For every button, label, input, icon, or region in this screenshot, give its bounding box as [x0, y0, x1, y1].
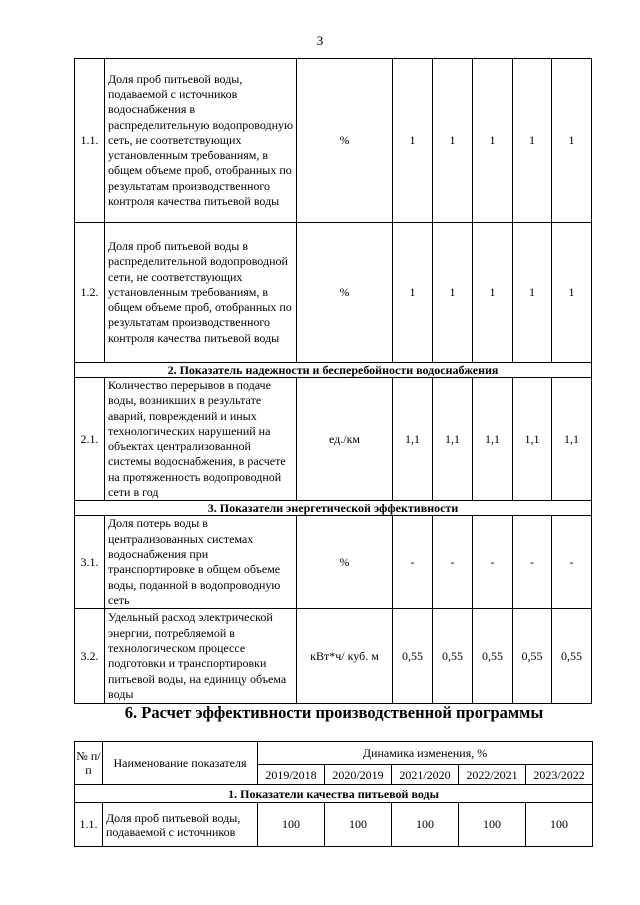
- section-row: [75, 363, 592, 378]
- table-row: [75, 803, 593, 847]
- unit-cell: ед./км: [297, 378, 393, 501]
- indicator-name: Удельный расход электрической энергии, потребляемой в технологическом процессе подготовки и транспортировки питьевой воды, на единицу объема воды: [105, 609, 297, 704]
- page-number: 3: [316, 33, 324, 48]
- value-cell: 1: [473, 223, 513, 363]
- indicator-name: Доля проб питьевой воды, подаваемой с источников водоснабжения в распределительную водопроводную сеть, не соответствующих установленным требованиям, в общем объеме проб, отобранных по результатам производственного контроля качества питьевой воды: [105, 59, 297, 223]
- value-cell: 1: [393, 223, 433, 363]
- value-cell: 1: [473, 59, 513, 223]
- indicator-name: Доля проб питьевой воды в распределительной водопроводной сети, не соответствующих установленным требованиям, в общем объеме проб, отобранных по результатам производственного контроля качества питьевой воды: [105, 223, 297, 363]
- unit-cell: %: [297, 59, 393, 223]
- value-cell: 0,55: [393, 609, 433, 704]
- value-cell: 1,1: [513, 378, 552, 501]
- value-cell: 0,55: [433, 609, 473, 704]
- value-cell: 1,1: [473, 378, 513, 501]
- value-cell: 100: [392, 803, 459, 847]
- value-cell: 100: [258, 803, 325, 847]
- value-cell: -: [513, 516, 552, 609]
- header-num: № п/п: [75, 742, 103, 785]
- section-heading: 6. Расчет эффективности производственной программы: [124, 703, 544, 722]
- value-cell: -: [552, 516, 592, 609]
- row-number: 3.1.: [75, 516, 105, 609]
- year-header: 2019/2018: [258, 765, 325, 785]
- table-row: [75, 516, 592, 609]
- value-cell: 1: [433, 59, 473, 223]
- value-cell: -: [393, 516, 433, 609]
- unit-cell: кВт*ч/ куб. м: [297, 609, 393, 704]
- value-cell: 0,55: [513, 609, 552, 704]
- section-title: 2. Показатель надежности и бесперебойности водоснабжения: [75, 363, 592, 378]
- unit-cell: %: [297, 223, 393, 363]
- value-cell: -: [473, 516, 513, 609]
- indicator-name: Количество перерывов в подаче воды, возникших в результате аварий, повреждений и иных технологических нарушений на объектах централизованной системы водоснабжения, в расчете на протяженность водопроводной сети в год: [105, 378, 297, 501]
- year-header: 2023/2022: [526, 765, 593, 785]
- year-header: 2022/2021: [459, 765, 526, 785]
- row-number: 3.2.: [75, 609, 105, 704]
- row-number: 1.1.: [75, 59, 105, 223]
- year-header: 2021/2020: [392, 765, 459, 785]
- section-row: 1. Показатели качества питьевой воды: [75, 785, 593, 803]
- efficiency-table: [74, 741, 593, 847]
- indicator-name: Доля проб питьевой воды, подаваемой с источников: [103, 803, 258, 847]
- value-cell: 100: [459, 803, 526, 847]
- section-row: [75, 501, 592, 516]
- table-row: [75, 223, 592, 363]
- value-cell: 1: [513, 223, 552, 363]
- value-cell: 1: [433, 223, 473, 363]
- table-row: [75, 378, 592, 501]
- row-number: 1.2.: [75, 223, 105, 363]
- value-cell: 1: [552, 223, 592, 363]
- value-cell: -: [433, 516, 473, 609]
- value-cell: 1,1: [433, 378, 473, 501]
- value-cell: 1,1: [552, 378, 592, 501]
- section-title: 3. Показатели энергетической эффективности: [75, 501, 592, 516]
- indicators-table: [74, 58, 592, 704]
- row-number: 1.1.: [75, 803, 103, 847]
- row-number: 2.1.: [75, 378, 105, 501]
- value-cell: 0,55: [552, 609, 592, 704]
- value-cell: 100: [526, 803, 593, 847]
- year-header: 2020/2019: [325, 765, 392, 785]
- unit-cell: %: [297, 516, 393, 609]
- value-cell: 1,1: [393, 378, 433, 501]
- table-row: [75, 59, 592, 223]
- value-cell: 1: [552, 59, 592, 223]
- table-row: [75, 609, 592, 704]
- value-cell: 0,55: [473, 609, 513, 704]
- value-cell: 1: [513, 59, 552, 223]
- header-dynamics: Динамика изменения, %: [258, 742, 593, 765]
- value-cell: 100: [325, 803, 392, 847]
- indicator-name: Доля потерь воды в централизованных системах водоснабжения при транспортировке в общем объеме воды, поданной в водопроводную сеть: [105, 516, 297, 609]
- value-cell: 1: [393, 59, 433, 223]
- header-name: Наименование показателя: [103, 742, 258, 785]
